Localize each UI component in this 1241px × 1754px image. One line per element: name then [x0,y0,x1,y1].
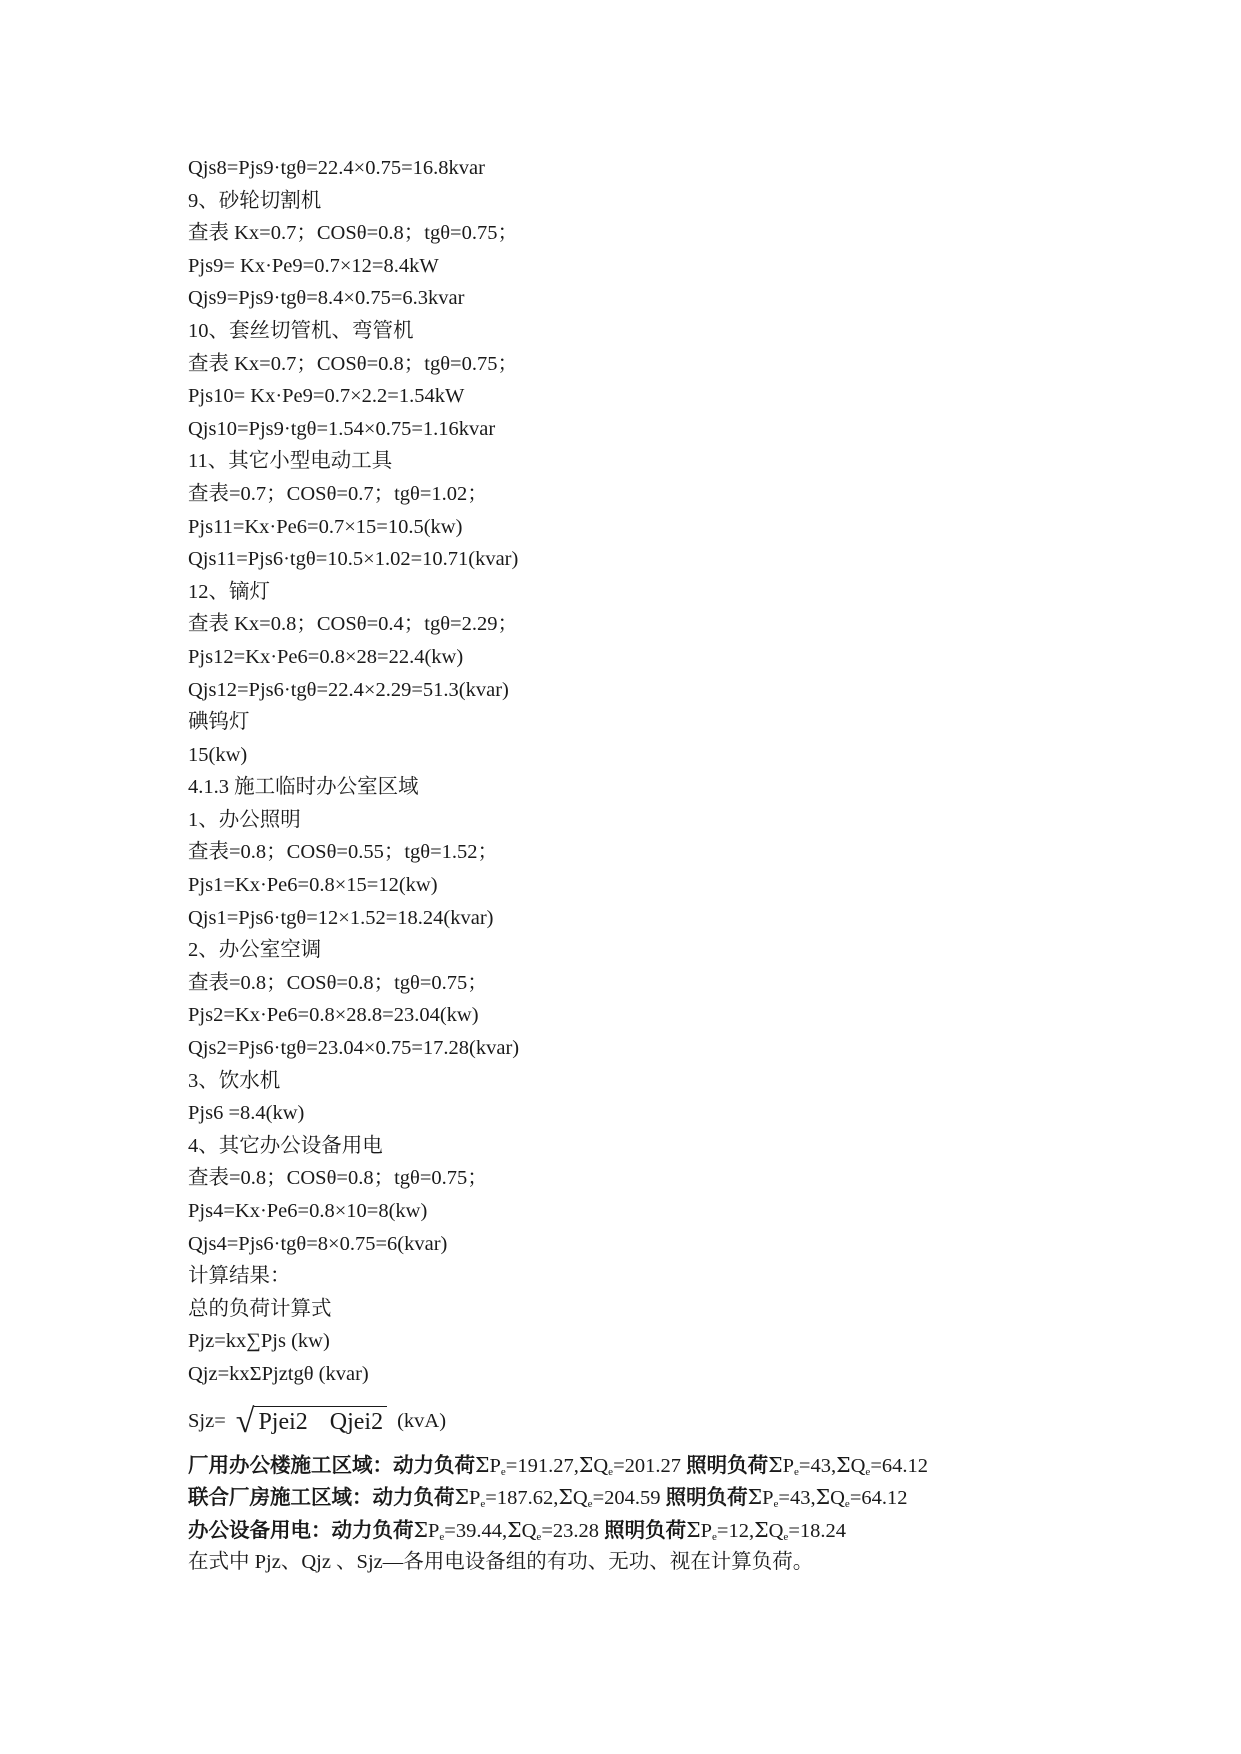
text-line: Pjs9= Kx·Pe9=0.7×12=8.4kW [188,254,439,277]
light-label: 照明负荷 [599,1519,687,1542]
sjz-prefix: Sjz= [188,1410,226,1433]
section-heading: 4、其它办公设备用电 [188,1134,383,1157]
text-line: 15(kw) [188,743,248,766]
summary-row: 厂用办公楼施工区域：动力负荷$\Sigma P_e=191.27,\Sigma Q_e=201.27$ 照明负荷$\Sigma P_e=43,\Sigma Q_e=64.12$ [188,1452,928,1478]
power-p-value: =39.44, [444,1519,508,1542]
text-line: Qjs2=Pjs6·tgθ=23.04×0.75=17.28(kvar) [188,1037,520,1060]
text-line: Qjs1=Pjs6·tgθ=12×1.52=18.24(kvar) [188,906,494,929]
power-p-value: =187.62, [485,1487,559,1510]
closing-note: 在式中 Pjz、Qjz 、Sjz—各用电设备组的有功、无功、视在计算负荷。 [188,1551,814,1574]
power-q-value: =23.28 [541,1519,599,1542]
summary-label: 联合厂房施工区域：动力负荷 [188,1487,455,1510]
text-line: Qjs12=Pjs6·tgθ=22.4×2.29=51.3(kvar) [188,678,509,701]
text-line: Qjs4=Pjs6·tgθ=8×0.75=6(kvar) [188,1232,448,1255]
formula-line: Pjz=kx∑Pjs (kw) [188,1330,330,1353]
text-line: 计算结果： [188,1265,291,1288]
light-p-value: =43, [778,1487,816,1510]
light-label: 照明负荷 [660,1487,748,1510]
text-line: 查表 Kx=0.8；COSθ=0.4；tgθ=2.29； [188,613,518,636]
text-line: 查表=0.8；COSθ=0.55；tgθ=1.52； [188,841,499,864]
light-q-value: =18.24 [788,1519,846,1542]
sjz-formula [188,1395,1148,1449]
power-q-value: =201.27 [613,1454,681,1477]
light-p-value: =43, [798,1454,837,1477]
text-line: Pjs12=Kx·Pe6=0.8×28=22.4(kw) [188,645,464,668]
text-line: 总的负荷计算式 [188,1297,332,1320]
text-line: 查表 Kx=0.7；COSθ=0.8；tgθ=0.75； [188,222,518,245]
text-line: 查表=0.7；COSθ=0.7；tgθ=1.02； [188,482,488,505]
power-p-value: =191.27, [505,1454,579,1477]
radicand-term-1: Pjei2 [258,1408,308,1435]
sjz-unit: (kvA) [397,1410,447,1433]
section-heading: 9、砂轮切割机 [188,189,322,212]
light-p-value: =12, [716,1519,755,1542]
text-line: 查表=0.8；COSθ=0.8；tgθ=0.75； [188,1167,488,1190]
text-line: 碘钨灯 [188,711,250,734]
document-body [188,152,1148,1579]
sigma-symbol: Σ [475,1452,490,1477]
summary-label: 办公设备用电：动力负荷 [188,1519,414,1542]
text-line: Qjs10=Pjs9·tgθ=1.54×0.75=1.16kvar [188,417,496,440]
text-line: 查表=0.8；COSθ=0.8；tgθ=0.75； [188,971,488,994]
section-heading: 1、办公照明 [188,808,301,831]
text-line: Pjs1=Kx·Pe6=0.8×15=12(kw) [188,874,438,897]
text-line: Pjs2=Kx·Pe6=0.8×28.8=23.04(kw) [188,1004,479,1027]
text-line: Pjs10= Kx·Pe9=0.7×2.2=1.54kW [188,385,465,408]
radical-sign: √ [235,1402,255,1440]
section-heading: 11、其它小型电动工具 [188,450,393,473]
light-label: 照明负荷 [681,1454,769,1477]
light-q-value: =64.12 [870,1454,928,1477]
section-heading: 10、套丝切管机、弯管机 [188,319,414,342]
radicand [254,1406,387,1439]
text-line: Pjs6 =8.4(kw) [188,1102,305,1125]
light-q-value: =64.12 [849,1487,908,1510]
summary-row: 联合厂房施工区域：动力负荷$\Sigma P_e=187.62,\Sigma Q_e=204.59$ 照明负荷$\Sigma P_e=43,\Sigma Q_e=64.12$ [188,1485,908,1511]
summary-row: 办公设备用电：动力负荷$\Sigma P_e=39.44,\Sigma Q_e=23.28$ 照明负荷$\Sigma P_e=12,\Sigma Q_e=18.24$ [188,1517,846,1543]
text-line: Qjs11=Pjs6·tgθ=10.5×1.02=10.71(kvar) [188,548,519,571]
square-root [235,1402,387,1440]
text-line: Qjs8=Pjs9·tgθ=22.4×0.75=16.8kvar [188,157,485,179]
text-line: Pjs11=Kx·Pe6=0.7×15=10.5(kw) [188,515,463,538]
text-line: Qjs9=Pjs9·tgθ=8.4×0.75=6.3kvar [188,287,465,310]
summary-label: 厂用办公楼施工区域：动力负荷 [188,1454,475,1477]
section-heading: 2、办公室空调 [188,939,322,962]
text-line: Pjs4=Kx·Pe6=0.8×10=8(kw) [188,1200,428,1222]
radicand-term-2: Qjei2 [329,1408,384,1435]
section-heading: 4.1.3 施工临时办公室区域 [188,776,419,799]
section-heading: 12、镝灯 [188,580,270,603]
text-line: 查表 Kx=0.7；COSθ=0.8；tgθ=0.75； [188,352,518,375]
formula-line: Qjz=kxΣPjztgθ (kvar) [188,1362,369,1385]
section-heading: 3、饮水机 [188,1069,281,1092]
power-q-value: =204.59 [592,1487,661,1510]
